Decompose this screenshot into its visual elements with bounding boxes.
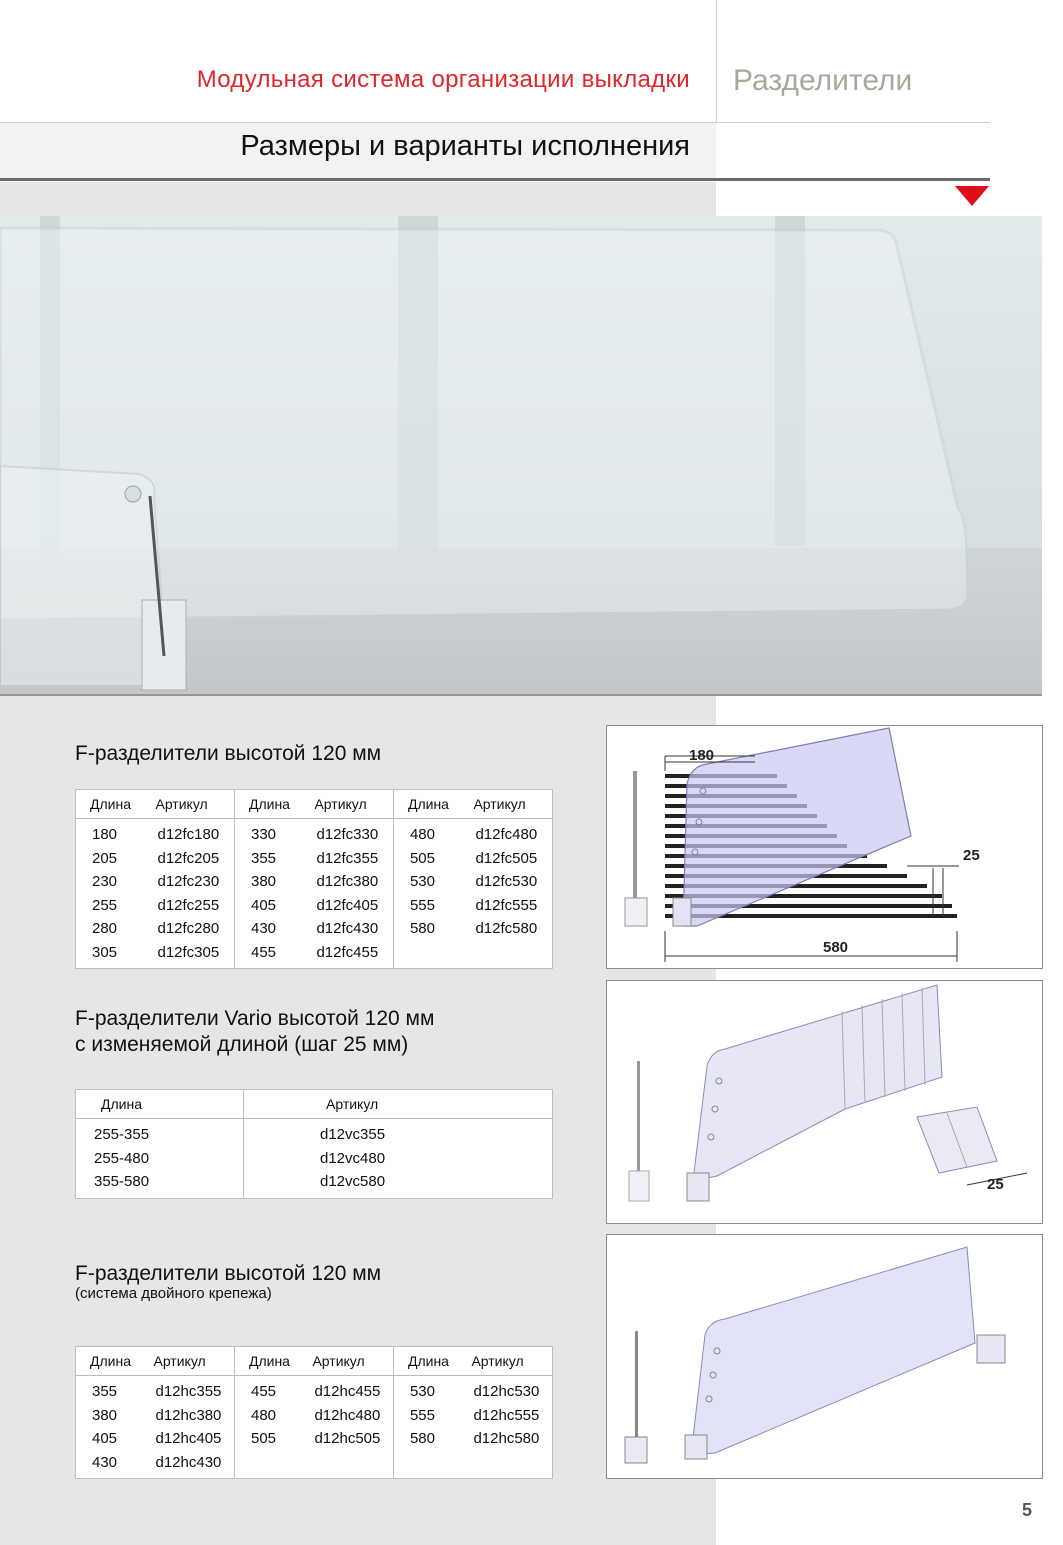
table-cell: 430 — [92, 1453, 118, 1471]
table-row — [76, 870, 553, 894]
table-cell: d12hc555 — [473, 1406, 540, 1424]
table-cell: 255 — [92, 896, 118, 914]
table-cell: 555 — [393, 1404, 457, 1428]
table-cell: 355-580 — [94, 1173, 150, 1191]
table-cell: d12fc180 — [157, 826, 220, 844]
header-divider-vertical — [716, 0, 717, 122]
section-3-note: (система двойного крепежа) — [75, 1285, 272, 1302]
column-header: Длина — [393, 1347, 457, 1376]
column-header: Артикул — [300, 790, 393, 819]
table-cell — [393, 941, 459, 969]
table-row — [76, 1404, 553, 1428]
table-row — [76, 847, 553, 871]
table-cell: 280 — [92, 920, 118, 938]
header-divider-thin — [0, 122, 990, 123]
table-cell: 205 — [92, 849, 118, 867]
table-cell: d12hc380 — [155, 1406, 222, 1424]
table-row — [76, 1451, 553, 1479]
dimension-label-580: 580 — [823, 939, 849, 956]
table-cell: 455 — [234, 941, 300, 969]
column-header: Артикул — [139, 1347, 234, 1376]
table-cell: d12fc580 — [475, 920, 538, 938]
table-cell: 580 — [393, 1427, 457, 1451]
table-cell: d12hc355 — [155, 1383, 222, 1401]
table-cell: d12fc555 — [475, 896, 538, 914]
column-header: Артикул — [459, 790, 552, 819]
table-cell: 580 — [393, 917, 459, 941]
table-cell: d12hc580 — [473, 1430, 540, 1448]
table-row — [76, 1427, 553, 1451]
column-header: Артикул — [141, 790, 234, 819]
table-cell: d12fc330 — [316, 826, 379, 844]
table-cell: 255-355 — [94, 1126, 150, 1144]
table-row — [76, 1376, 553, 1404]
table-cell: 455 — [234, 1376, 298, 1404]
table-cell: d12fc205 — [157, 849, 220, 867]
table-cell: d12fc355 — [316, 849, 379, 867]
table-row — [76, 917, 553, 941]
column-header: Длина — [76, 1347, 140, 1376]
table-cell: d12fc305 — [157, 943, 220, 961]
section-2-title-line-2: с изменяемой длиной (шаг 25 мм) — [75, 1033, 409, 1056]
dimension-label-180: 180 — [689, 747, 715, 764]
section-2-title-line-1: F-разделители Vario высотой 120 мм — [75, 1007, 435, 1030]
section-2-title — [75, 1006, 434, 1058]
table-cell: 530 — [393, 870, 459, 894]
table-cell: 255-480 — [94, 1149, 150, 1167]
table-cell: d12hc505 — [314, 1430, 381, 1448]
table-cell: 180 — [92, 826, 118, 844]
section-name: Разделители — [733, 64, 913, 97]
table-cell: d12hc455 — [314, 1383, 381, 1401]
section-3-title: F-разделители высотой 120 мм — [75, 1262, 382, 1285]
page-number: 5 — [1022, 1500, 1033, 1520]
table-cell: d12fc405 — [316, 896, 379, 914]
dimension-label-25: 25 — [963, 847, 980, 864]
column-header: Длина — [234, 790, 300, 819]
diagram-fc-dimensions — [606, 725, 1043, 969]
column-header: Длина — [76, 1090, 244, 1119]
table-cell: 305 — [92, 943, 118, 961]
table-cell: d12fc480 — [475, 826, 538, 844]
spec-table-vario — [75, 1089, 553, 1199]
table-cell — [298, 1451, 393, 1479]
column-header: Длина — [234, 1347, 298, 1376]
table-row — [76, 894, 553, 918]
hero-photo-dividers — [0, 216, 1042, 696]
table-cell: d12hc430 — [155, 1453, 222, 1471]
header-divider-thick — [0, 178, 990, 181]
column-header: Длина — [76, 790, 142, 819]
table-cell: d12vc355 — [244, 1119, 553, 1147]
table-cell: 555 — [393, 894, 459, 918]
dimension-label-25: 25 — [987, 1176, 1004, 1193]
table-cell — [457, 1451, 552, 1479]
table-cell: 405 — [234, 894, 300, 918]
table-cell: 230 — [92, 873, 118, 891]
catalog-title: Модульная система организации выкладки — [196, 66, 690, 93]
table-cell — [393, 1451, 457, 1479]
table-cell: d12fc455 — [316, 943, 379, 961]
table-header-row — [76, 1090, 553, 1119]
table-row — [76, 1119, 553, 1147]
diagram-vario — [606, 980, 1043, 1224]
table-cell: 480 — [393, 819, 459, 847]
page-subtitle: Размеры и варианты исполнения — [240, 130, 690, 162]
table-cell: 380 — [92, 1406, 118, 1424]
table-cell: 405 — [92, 1430, 118, 1448]
table-cell: d12fc505 — [475, 849, 538, 867]
diagram-double-mount — [606, 1234, 1043, 1479]
table-cell: d12fc280 — [157, 920, 220, 938]
column-header: Артикул — [457, 1347, 552, 1376]
table-cell: 355 — [92, 1383, 118, 1401]
table-header-row — [76, 1347, 553, 1376]
table-cell: d12fc530 — [475, 873, 538, 891]
table-cell: 355 — [234, 847, 300, 871]
table-cell: 330 — [234, 819, 300, 847]
table-cell: 430 — [234, 917, 300, 941]
column-header: Артикул — [298, 1347, 393, 1376]
column-header: Длина — [393, 790, 459, 819]
table-cell: 480 — [234, 1404, 298, 1428]
table-cell: d12hc530 — [473, 1383, 540, 1401]
table-cell: d12vc580 — [244, 1170, 553, 1198]
table-cell — [234, 1451, 298, 1479]
table-row — [76, 819, 553, 847]
table-cell: 505 — [393, 847, 459, 871]
spec-table-fc — [75, 789, 553, 969]
table-row — [76, 1147, 553, 1171]
column-header: Артикул — [244, 1090, 553, 1119]
table-row — [76, 941, 553, 969]
red-triangle-marker-icon — [955, 186, 989, 206]
table-cell: d12fc380 — [316, 873, 379, 891]
section-1-title: F-разделители высотой 120 мм — [75, 742, 382, 765]
table-cell: d12hc405 — [155, 1430, 222, 1448]
table-cell: 530 — [393, 1376, 457, 1404]
table-header-row — [76, 790, 553, 819]
spec-table-hc — [75, 1346, 553, 1479]
table-cell: 505 — [234, 1427, 298, 1451]
table-row — [76, 1170, 553, 1198]
table-cell: d12fc430 — [316, 920, 379, 938]
table-cell — [459, 941, 552, 969]
table-cell: d12hc480 — [314, 1406, 381, 1424]
table-cell: d12fc255 — [157, 896, 220, 914]
table-cell: d12vc480 — [244, 1147, 553, 1171]
table-cell: 380 — [234, 870, 300, 894]
table-cell: d12fc230 — [157, 873, 220, 891]
